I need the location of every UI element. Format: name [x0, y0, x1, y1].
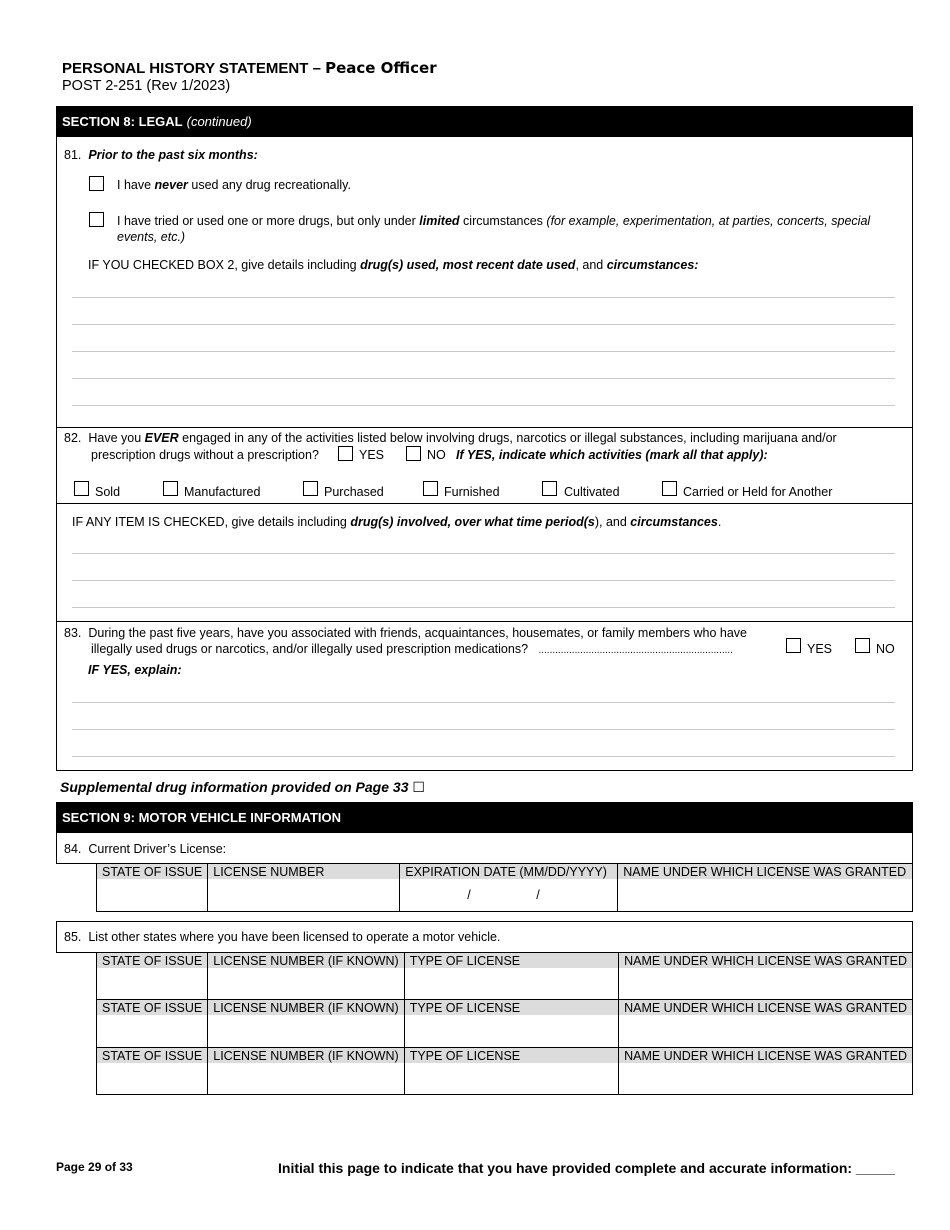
q82-yes-label: YES [359, 448, 385, 462]
q85-name-cell[interactable]: NAME UNDER WHICH LICENSE WAS GRANTED [619, 1000, 913, 1047]
q82-divider [56, 503, 913, 504]
initial-statement[interactable]: Initial this page to indicate that you have provided complete and accurate information: _____ [278, 1160, 895, 1176]
q82-answer-line[interactable] [72, 553, 895, 554]
q84-prompt: 84. Current Driver’s License: [64, 842, 227, 856]
q85-license-number-cell[interactable]: LICENSE NUMBER (IF KNOWN) [208, 953, 404, 1000]
q82-furnished-checkbox[interactable] [423, 481, 438, 496]
q81-prompt: 81. Prior to the past six months: [64, 148, 258, 162]
q81-answer-line[interactable] [72, 405, 895, 406]
q81-answer-line[interactable] [72, 324, 895, 325]
q82-manufactured-label: Manufactured [184, 485, 261, 499]
q82-yes-checkbox[interactable] [338, 446, 353, 461]
q83-no-checkbox[interactable] [855, 638, 870, 653]
q81-answer-line[interactable] [72, 297, 895, 298]
q85-type-cell[interactable]: TYPE OF LICENSE [404, 1000, 618, 1047]
supplemental-info [60, 779, 425, 796]
q82-purchased-label: Purchased [324, 485, 384, 499]
q83-yes-checkbox[interactable] [786, 638, 801, 653]
q83-explain-label: IF YES, explain: [88, 663, 182, 677]
table-row [97, 1047, 913, 1094]
form-title [62, 59, 437, 77]
q83-leader: ...................................................................... [538, 645, 733, 656]
page-number: Page 29 of 33 [56, 1160, 133, 1174]
q82-answer-line[interactable] [72, 580, 895, 581]
q82-sold-label: Sold [95, 485, 121, 499]
q83-answer-line[interactable] [72, 702, 895, 703]
q81-answer-line[interactable] [72, 378, 895, 379]
supplemental-checkbox[interactable]: ☐ [412, 780, 425, 796]
q82-instruction: If YES, indicate which activities (mark all that apply): [456, 448, 768, 462]
q84-name-cell[interactable]: NAME UNDER WHICH LICENSE WAS GRANTED [618, 864, 913, 912]
q82-carried-checkbox[interactable] [662, 481, 677, 496]
q81-limited-label: I have tried or used one or more drugs, but only under limited circumstances (for example, experimentation, at parties, concerts, special [117, 214, 871, 228]
q83-question-cont: illegally used drugs or narcotics, and/or illegally used prescription medications? ...................................................................... [91, 642, 733, 656]
q83-question: 83. During the past five years, have you associated with friends, acquaintances, housemates, or family members who have [64, 626, 748, 640]
date-separator: / [536, 888, 540, 902]
q81-details-instruction: IF YOU CHECKED BOX 2, give details including drug(s) used, most recent date used, and circumstances: [88, 258, 699, 272]
q85-type-cell[interactable]: TYPE OF LICENSE [404, 1047, 618, 1094]
q85-license-number-cell[interactable]: LICENSE NUMBER (IF KNOWN) [208, 1000, 404, 1047]
q85-license-number-cell[interactable]: LICENSE NUMBER (IF KNOWN) [208, 1047, 404, 1094]
q82-manufactured-checkbox[interactable] [163, 481, 178, 496]
q82-furnished-label: Furnished [444, 485, 500, 499]
q81-limited-checkbox[interactable] [89, 212, 104, 227]
table-row [97, 1000, 913, 1047]
supplemental-label: Supplemental drug information provided on Page 33 [60, 779, 409, 795]
q81-answer-line[interactable] [72, 351, 895, 352]
q85-state-cell[interactable]: STATE OF ISSUE [97, 1000, 208, 1047]
q85-prompt: 85. List other states where you have been licensed to operate a motor vehicle. [64, 930, 501, 944]
q84-expiration-cell[interactable]: EXPIRATION DATE (MM/DD/YYYY) / / [400, 864, 618, 912]
q83-yes-label: YES [807, 642, 833, 656]
q85-state-cell[interactable]: STATE OF ISSUE [97, 1047, 208, 1094]
q82-question-cont: prescription drugs without a prescription? [91, 448, 319, 462]
q85-license-table [96, 952, 913, 1095]
q83-no-label: NO [876, 642, 895, 656]
q83-answer-line[interactable] [72, 729, 895, 730]
q82-cultivated-label: Cultivated [564, 485, 620, 499]
q82-no-checkbox[interactable] [406, 446, 421, 461]
section9-heading: SECTION 9: MOTOR VEHICLE INFORMATION [62, 810, 342, 825]
section8-heading: SECTION 8: LEGAL [62, 114, 183, 129]
q82-no-label: NO [427, 448, 446, 462]
q85-state-cell[interactable]: STATE OF ISSUE [97, 953, 208, 1000]
q85-name-cell[interactable]: NAME UNDER WHICH LICENSE WAS GRANTED [619, 953, 913, 1000]
q82-details-instruction: IF ANY ITEM IS CHECKED, give details including drug(s) involved, over what time period(s), and circumstances. [72, 515, 722, 529]
form-id: POST 2-251 (Rev 1/2023) [62, 78, 231, 94]
q82-answer-line[interactable] [72, 607, 895, 608]
section8-heading-bar [56, 106, 913, 137]
form-title-role: Peace Officer [325, 59, 437, 77]
q85-name-cell[interactable]: NAME UNDER WHICH LICENSE WAS GRANTED [619, 1047, 913, 1094]
table-row [97, 953, 913, 1000]
section9-heading-bar [56, 802, 913, 833]
q82-cultivated-checkbox[interactable] [542, 481, 557, 496]
q83-answer-line[interactable] [72, 756, 895, 757]
q81-limited-label-cont: events, etc.) [117, 230, 186, 244]
q82-carried-label: Carried or Held for Another [683, 485, 833, 499]
section8-heading-note: (continued) [186, 114, 252, 129]
q82-sold-checkbox[interactable] [74, 481, 89, 496]
q84-state-cell[interactable]: STATE OF ISSUE [97, 864, 208, 912]
q82-question: 82. Have you EVER engaged in any of the activities listed below involving drugs, narcotics or illegal substances, including marijuana and/or [64, 431, 837, 445]
date-separator: / [467, 888, 471, 902]
q85-type-cell[interactable]: TYPE OF LICENSE [404, 953, 618, 1000]
q84-license-number-cell[interactable]: LICENSE NUMBER [208, 864, 400, 912]
q81-never-checkbox[interactable] [89, 176, 104, 191]
q81-never-label: I have never used any drug recreationally. [117, 178, 351, 192]
form-title-main: PERSONAL HISTORY STATEMENT – [62, 60, 321, 77]
q82-purchased-checkbox[interactable] [303, 481, 318, 496]
q84-license-table [96, 863, 913, 912]
